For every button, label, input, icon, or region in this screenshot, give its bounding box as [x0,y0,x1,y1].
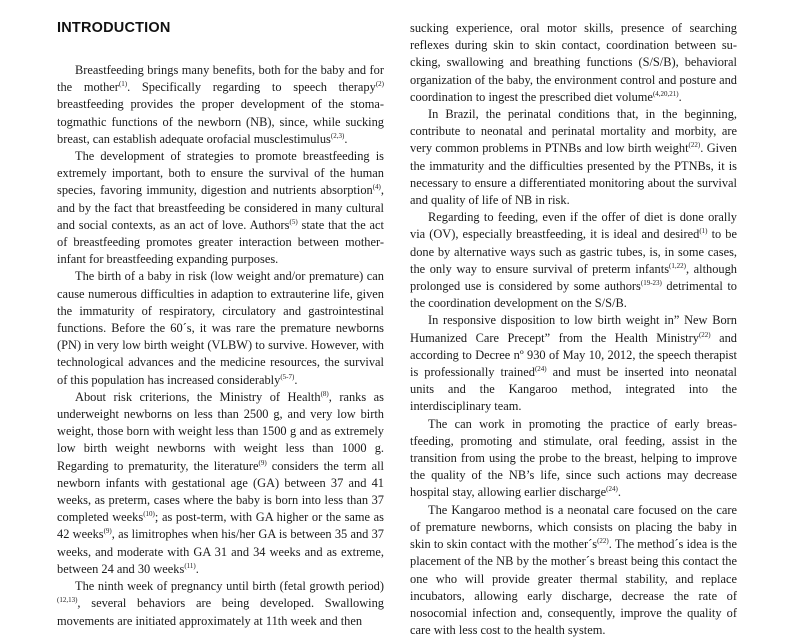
citation-superscript: (1) [118,80,128,89]
paragraph-text: . Given the immaturity and the difficulties presented by the PTNBs, it is necessary to ensure a differentiated monitoring about the survival and quality of life of NB in risk. [410,141,737,208]
paragraph-text: , several behaviors are being developed. Swallowing movements are initiated approximately at 11th week and then [57,596,384,628]
body-paragraph [57,578,384,630]
citation-superscript: (22) [597,537,609,546]
citation-superscript: (4,20,21) [652,89,679,98]
paragraph-text: . [617,485,621,500]
citation-superscript: (12,13) [57,596,78,605]
citation-superscript: (1,22) [669,261,686,270]
body-paragraph [57,148,384,268]
body-paragraph [57,268,384,388]
paragraph-text: The ninth week of pregnancy until birth (fetal growth period) [75,579,384,594]
right-column-body [410,20,737,639]
paragraph-text: Regarding to feeding, even if the offer of diet is done orally via (OV), especially breastfeeding, it is ideal and desired [410,210,737,242]
citation-superscript: (24) [606,485,618,494]
citation-superscript: (4) [372,183,381,192]
paragraph-text: . Specifically regarding to speech therapy [127,80,376,95]
body-paragraph [410,209,737,312]
citation-superscript: (2,3) [330,131,345,140]
left-column [57,0,384,630]
paragraph-text: . [678,89,682,104]
paragraph-text: , although prolonged use is considered by some authors [410,261,737,294]
citation-superscript: (19-23) [640,279,662,288]
paragraph-text: , as limitrophes when his/her GA is between 35 and 37 weeks, and moderate with GA 31 and 34 weeks and as extreme, between 24 and 30 weeks [57,527,384,576]
body-paragraph [410,502,737,640]
body-paragraph [410,20,737,106]
paragraph-text: breastfeeding provides the proper development of the stomatogmathic functions of the newborn (NB), since, while sucking breast, can establish adequate orofacial musclestimulus [57,97,384,146]
citation-superscript: (5) [289,217,298,226]
paragraph-text: . [195,561,199,576]
body-paragraph [410,106,737,209]
body-paragraph [57,62,384,148]
paragraph-text: state that the act of breastfeeding promotes greater interaction between mother-infant for breastfeeding expanding purposes. [57,217,384,267]
citation-superscript: (1) [699,227,708,236]
paragraph-text: ; as post-term, with GA higher or the same as 42 weeks [57,510,384,542]
paragraph-text: The birth of a baby in risk (low weight and/or premature) can cause numerous difficulties in adaption to extrauterine life, given the immaturity of respiratory, circulatory and gastrointestinal functions. Before the 60´s, it was rare the premature newborns (PN) in very low birth weight (VLBW) to survive. However, with technological advances and the medicine resources, the survival of this population has increased considerably [57,269,384,387]
citation-superscript: (5-7) [280,372,295,381]
paragraph-text: considers the term all newborn infants with gestational age (GA) between 37 and 41 weeks, as preterm, cases where the baby is born into less than 37 completed weeks [57,458,384,525]
paragraph-text: to be done by alternative ways such as gastric tubes, is, in some cases, the only way to ensure survival of preterm infants [410,227,737,276]
body-paragraph [57,389,384,578]
left-column-body [57,62,384,630]
body-paragraph [410,312,737,415]
citation-superscript: (2) [375,80,384,89]
paragraph-text: . [294,372,298,387]
paragraph-text: In Brazil, the perinatal conditions that, in the beginning, contribute to neonatal and perinatal mortality and morbity, are very common problems in PTNBs and low birth weight [410,107,737,156]
paragraph-text: About risk criterions, the Ministry of Health [75,389,321,404]
paragraph-text: . The method´s idea is the placement of the NB by the mother´s breast being this contact the one who will provide greater thermal stability, and replace incubators, allowing early discharge, decrease the rate of nosocomial infection and, consequently, improve the quality of care with less cost to the health system. [410,537,737,638]
section-heading: INTRODUCTION [57,20,171,36]
citation-superscript: (24) [534,365,547,374]
paragraph-text: , ranks as underweight newborns on less than 2500 g, and very low birth weight, those born with weight less than 1500 g and as extremely low birth weight newborns with weight less than 1000 g. Regarding to prematurity, the literature [57,389,384,473]
citation-superscript: (10) [143,510,155,519]
citation-superscript: (8) [320,389,329,398]
paragraph-text: . [344,131,348,146]
paragraph-text: and according to Decree nº 930 of May 10, 2012, the speech therapist is professionally trained [410,330,737,380]
citation-superscript: (9) [103,527,112,536]
citation-superscript: (22) [698,330,711,339]
paragraph-text: The can work in promoting the practice of early breastfeeding, promoting and stimulate, oral feeding, assist in the transition from using the probe to the breast, helping to improve the quality of the NB’s life, since such actions may decrease hospital stay, allowing earlier discharge [410,416,737,500]
paragraph-text: , and by the fact that breastfeeding be considered in many cultural and social contexts, as an act of love. Authors [57,183,384,232]
right-column [410,0,737,639]
paragraph-text: detrimental to the coordination development on the S/S/B. [410,279,737,311]
citation-superscript: (9) [258,458,267,467]
paragraph-text: and must be inserted into neonatal units and the Kangaroo method, integrated into the interdisciplinary team. [410,365,737,414]
citation-superscript: (22) [688,141,701,150]
citation-superscript: (11) [184,561,196,570]
paragraph-text: The development of strategies to promote breastfeeding is extremely important, both to ensure the survival of the human species, favoring immunity, digestion and nutrients absorption [57,149,384,198]
paragraph-text: sucking experience, oral motor skills, presence of searching reflexes during skin to skin contact, coordination between sucking, swallowing and breathing functions (S/S/B), behavioral organization of the baby, the environment control and posture and coordination to ingest the prescribed diet volume [410,21,737,104]
paragraph-text: The Kangaroo method is a neonatal care focused on the care of premature newborns, which consists on placing the baby in skin to skin contact with the mother´s [410,502,737,552]
paragraph-text: In responsive disposition to low birth weight in” New Born Humanized Care Precept” from the Health Ministry [410,313,737,345]
body-paragraph [410,416,737,502]
paragraph-text: Breastfeeding brings many benefits, both for the baby and for the mother [57,63,384,95]
